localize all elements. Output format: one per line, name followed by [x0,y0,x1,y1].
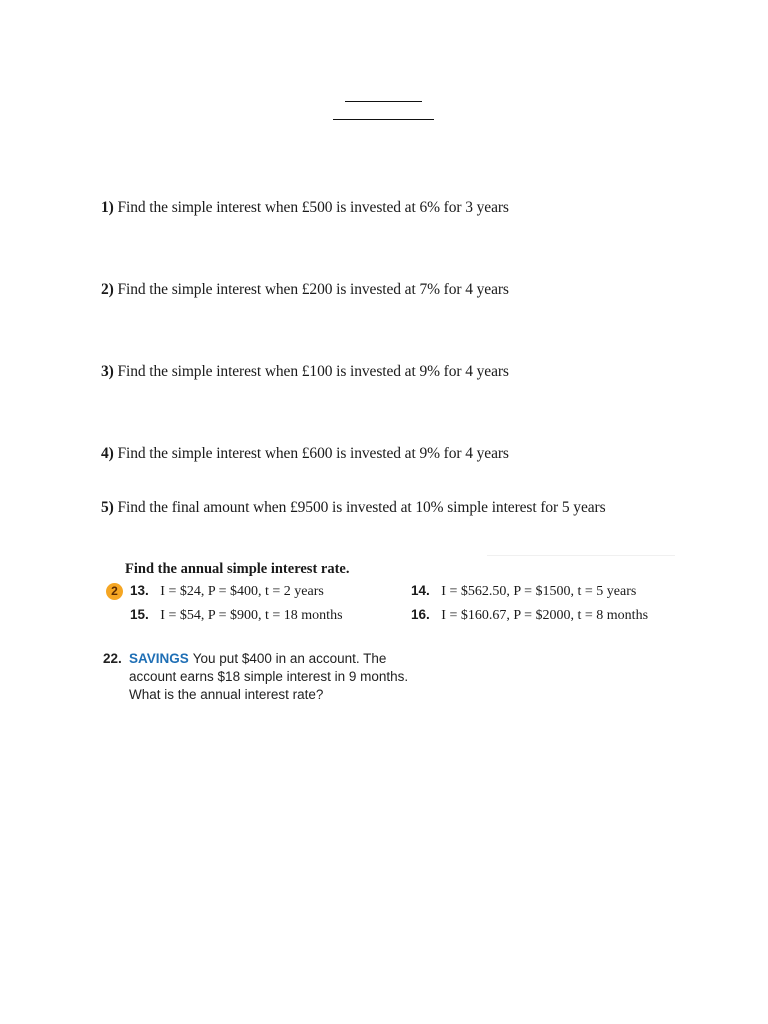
word-problem-number: 22. [103,651,122,666]
exercise-number: 13. [130,583,149,598]
question-text: Find the simple interest when £200 is invested at 7% for 4 years [117,281,509,298]
question-text: Find the simple interest when £500 is invested at 6% for 3 years [117,199,509,216]
question-number: 1) [101,199,114,216]
question-text: Find the simple interest when £600 is invested at 9% for 4 years [117,445,509,462]
example-badge: 2 [106,583,123,600]
question-5 [101,499,606,517]
exercise-problem: I = $160.67, P = $2000, t = 8 months [441,608,649,623]
exercise-problem: I = $562.50, P = $1500, t = 5 years [441,584,637,599]
question-3 [101,363,509,381]
word-problem-22 [103,650,408,704]
exercise-number: 15. [130,607,149,622]
question-2 [101,281,509,299]
exercise-problem: I = $24, P = $400, t = 2 years [160,584,324,599]
exercise-14 [411,583,636,600]
exercise-number: 16. [411,607,430,622]
exercise-number: 14. [411,583,430,598]
question-text: Find the simple interest when £100 is invested at 9% for 4 years [117,363,509,380]
exercise-15 [130,607,343,624]
word-problem-line-2: account earns $18 simple interest in 9 months. [129,669,409,684]
word-problem-first-line [103,650,408,668]
question-1 [101,199,509,217]
question-text: Find the final amount when £9500 is invested at 10% simple interest for 5 years [117,499,606,516]
title-underline-top [345,101,422,102]
scan-artifact-line [487,555,675,556]
exercise-problem: I = $54, P = $900, t = 18 months [160,608,343,623]
question-number: 5) [101,499,114,516]
question-number: 2) [101,281,114,298]
question-4 [101,445,509,463]
word-problem-line-1: You put $400 in an account. The [192,651,387,666]
word-problem-line-3: What is the annual interest rate? [129,687,324,702]
exercise-16 [411,607,648,624]
question-number: 4) [101,445,114,462]
word-problem-tag: SAVINGS [129,651,189,666]
rate-section-title: Find the annual simple interest rate. [125,561,350,577]
exercise-13 [130,583,324,600]
title-underline-bottom [333,119,434,120]
question-number: 3) [101,363,114,380]
